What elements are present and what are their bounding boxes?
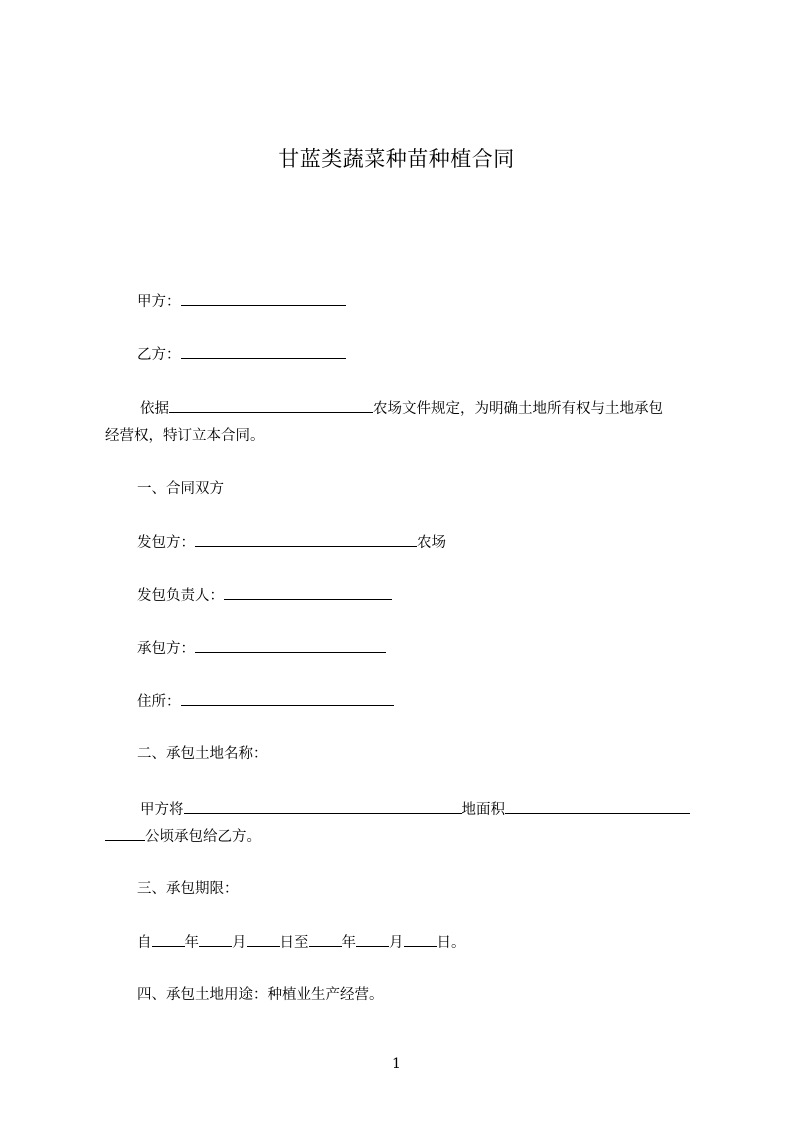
term-day-end: 日。 — [436, 935, 466, 951]
page-number: 1 — [392, 1056, 401, 1072]
party-a-line — [137, 291, 346, 312]
term-month-1: 月 — [232, 935, 247, 951]
start-day-blank — [247, 932, 280, 947]
start-year-blank — [152, 932, 185, 947]
land-end: 公顷承包给乙方。 — [145, 829, 261, 845]
section1-heading: 一、合同双方 — [137, 481, 224, 497]
land-line-continuation — [105, 826, 261, 847]
term-month-2: 月 — [389, 935, 404, 951]
term-year-2: 年 — [341, 935, 356, 951]
land-prefix: 甲方将 — [140, 802, 184, 818]
contractor-line — [137, 638, 386, 659]
basis-blank — [169, 398, 373, 413]
address-line — [137, 691, 394, 712]
end-month-blank — [356, 932, 389, 947]
term-from: 自 — [137, 935, 152, 951]
basis-prefix: 依据 — [140, 401, 169, 417]
section4-heading: 四、承包土地用途：种植业生产经营。 — [137, 987, 384, 1003]
party-b-line — [137, 344, 346, 365]
party-b-blank — [181, 344, 346, 359]
section3-heading: 三、承包期限： — [137, 881, 239, 897]
term-day-to: 日至 — [279, 935, 309, 951]
land-line — [140, 799, 690, 820]
issuer-rep-label: 发包负责人： — [137, 588, 224, 604]
land-area-blank — [505, 799, 690, 814]
term-line — [137, 932, 466, 953]
start-month-blank — [199, 932, 232, 947]
land-name-blank — [184, 799, 462, 814]
contractor-blank — [195, 638, 386, 653]
end-year-blank — [309, 932, 342, 947]
end-day-blank — [404, 932, 437, 947]
document-title: 甘蓝类蔬菜种苗种植合同 — [278, 147, 515, 171]
land-mid: 地面积 — [461, 802, 505, 818]
issuer-suffix: 农场 — [417, 535, 446, 551]
issuer-rep-line — [137, 585, 392, 606]
party-a-blank — [181, 291, 346, 306]
address-label: 住所： — [137, 694, 181, 710]
party-a-label: 甲方： — [137, 294, 181, 310]
contractor-label: 承包方： — [137, 641, 195, 657]
address-blank — [181, 691, 394, 706]
issuer-line — [137, 532, 446, 553]
issuer-rep-blank — [224, 585, 392, 600]
basis-line — [140, 398, 663, 419]
basis-suffix: 农场文件规定，为明确土地所有权与土地承包 — [373, 401, 663, 417]
term-year-1: 年 — [184, 935, 199, 951]
party-b-label: 乙方： — [137, 347, 181, 363]
issuer-blank — [195, 532, 417, 547]
section2-heading: 二、承包土地名称： — [137, 746, 268, 762]
land-area-blank-cont — [105, 826, 145, 841]
basis-continuation: 经营权，特订立本合同。 — [105, 428, 265, 444]
issuer-label: 发包方： — [137, 535, 195, 551]
